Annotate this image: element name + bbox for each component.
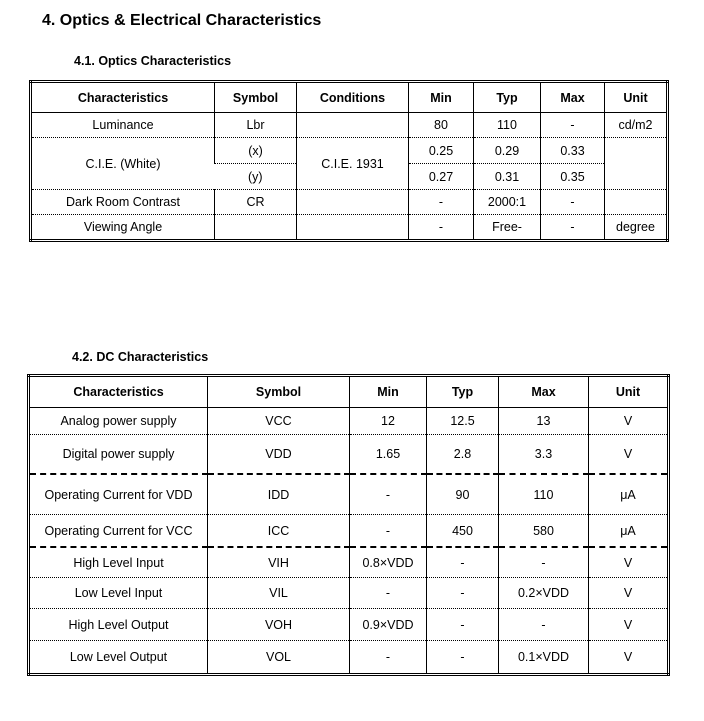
cell: - <box>350 474 427 515</box>
cell: - <box>427 641 499 675</box>
cell: degree <box>605 215 668 241</box>
cell: 2.8 <box>427 435 499 475</box>
table-row <box>29 474 669 515</box>
cell <box>605 138 668 190</box>
cell: Viewing Angle <box>83 220 163 234</box>
cell: Lbr <box>215 113 297 138</box>
table-row <box>31 113 668 138</box>
optics-title: 4.1. Optics Characteristics <box>74 54 232 68</box>
cell: 0.8×VDD <box>350 547 427 578</box>
cell: - <box>350 578 427 609</box>
header-cell: Unit <box>589 376 669 408</box>
cell: - <box>350 641 427 675</box>
header-cell: Min <box>350 376 427 408</box>
cell: - <box>541 113 605 138</box>
cell: High Level Output <box>29 609 208 641</box>
cell: 0.31 <box>474 164 541 190</box>
cell: Low Level Output <box>69 650 168 664</box>
cell: (y) <box>215 164 297 190</box>
cell: CR <box>215 190 297 215</box>
cell: V <box>589 609 669 641</box>
cell: 3.3 <box>499 435 589 475</box>
header-cell: Typ <box>474 82 541 113</box>
cell <box>215 215 297 241</box>
header-cell: Characteristics <box>31 82 215 113</box>
cell: - <box>409 190 474 215</box>
cell: - <box>541 215 605 241</box>
cell: C.I.E. (White) <box>31 138 215 190</box>
table-row <box>29 408 669 435</box>
cell: - <box>409 215 474 241</box>
cell: C.I.E. 1931 <box>297 138 409 190</box>
cell: - <box>541 190 605 215</box>
cell: High Level Input <box>29 547 208 578</box>
cell <box>605 190 668 215</box>
cell: 0.9×VDD <box>350 609 427 641</box>
cell: μA <box>589 515 669 548</box>
header-cell: Symbol <box>208 376 350 408</box>
table-row <box>29 578 669 609</box>
cell: V <box>589 547 669 578</box>
cell: Operating Current for VCC <box>29 515 208 548</box>
cell: ICC <box>208 515 350 548</box>
cell: 0.2×VDD <box>499 578 589 609</box>
cell: V <box>589 408 669 435</box>
cell: VDD <box>208 435 350 475</box>
cell: 2000:1 <box>474 190 541 215</box>
cell: 13 <box>499 408 589 435</box>
cell: - <box>499 547 589 578</box>
table-row <box>29 609 669 641</box>
cell: cd/m2 <box>605 113 668 138</box>
header-cell: Max <box>499 376 589 408</box>
cell: 90 <box>427 474 499 515</box>
table-header-row <box>29 376 669 408</box>
table-row <box>29 515 669 548</box>
cell: Dark Room Contrast <box>31 190 215 215</box>
cell: 0.35 <box>541 164 605 190</box>
cell: Operating Current for VDD <box>29 474 208 515</box>
table-row <box>31 190 668 215</box>
header-cell: Max <box>541 82 605 113</box>
cell: V <box>589 578 669 609</box>
cell <box>297 190 409 215</box>
optics-table <box>29 80 669 242</box>
cell: - <box>427 609 499 641</box>
cell: - <box>427 578 499 609</box>
table-row <box>29 641 669 675</box>
cell: - <box>427 547 499 578</box>
table-row <box>31 215 668 241</box>
cell: 110 <box>499 474 589 515</box>
cell <box>297 215 409 241</box>
dc-table <box>27 374 670 676</box>
cell: μA <box>589 474 669 515</box>
cell: Low Level Input <box>29 578 208 609</box>
cell: Luminance <box>31 113 215 138</box>
cell: 580 <box>499 515 589 548</box>
cell: 12.5 <box>427 408 499 435</box>
header-cell: Min <box>409 82 474 113</box>
header-cell: Characteristics <box>29 376 208 408</box>
cell: 0.29 <box>474 138 541 164</box>
cell: - <box>350 515 427 548</box>
dc-title: 4.2. DC Characteristics <box>72 350 209 364</box>
cell: 1.65 <box>350 435 427 475</box>
table-header-row <box>31 82 668 113</box>
header-cell: Conditions <box>297 82 409 113</box>
cell: VIH <box>208 547 350 578</box>
table-row <box>29 547 669 578</box>
section-title: 4. Optics & Electrical Characteristics <box>42 12 322 29</box>
cell: VCC <box>208 408 350 435</box>
header-cell: Unit <box>605 82 668 113</box>
cell: V <box>589 435 669 475</box>
cell: 0.27 <box>409 164 474 190</box>
cell: 12 <box>350 408 427 435</box>
table-row <box>31 138 668 164</box>
cell <box>297 113 409 138</box>
cell: 110 <box>474 113 541 138</box>
cell: VOL <box>208 641 350 675</box>
cell: - <box>499 609 589 641</box>
cell: Digital power supply <box>29 435 208 475</box>
header-cell: Typ <box>427 376 499 408</box>
header-cell: Symbol <box>215 82 297 113</box>
cell: VOH <box>208 609 350 641</box>
cell: 450 <box>427 515 499 548</box>
cell: 80 <box>409 113 474 138</box>
cell: 0.25 <box>409 138 474 164</box>
cell: IDD <box>208 474 350 515</box>
table-row <box>29 435 669 475</box>
cell: Analog power supply <box>29 408 208 435</box>
cell: VIL <box>208 578 350 609</box>
cell: (x) <box>215 138 297 164</box>
cell: V <box>589 641 669 675</box>
cell: 0.33 <box>541 138 605 164</box>
cell: 0.1×VDD <box>499 641 589 675</box>
cell: Free- <box>474 215 541 241</box>
